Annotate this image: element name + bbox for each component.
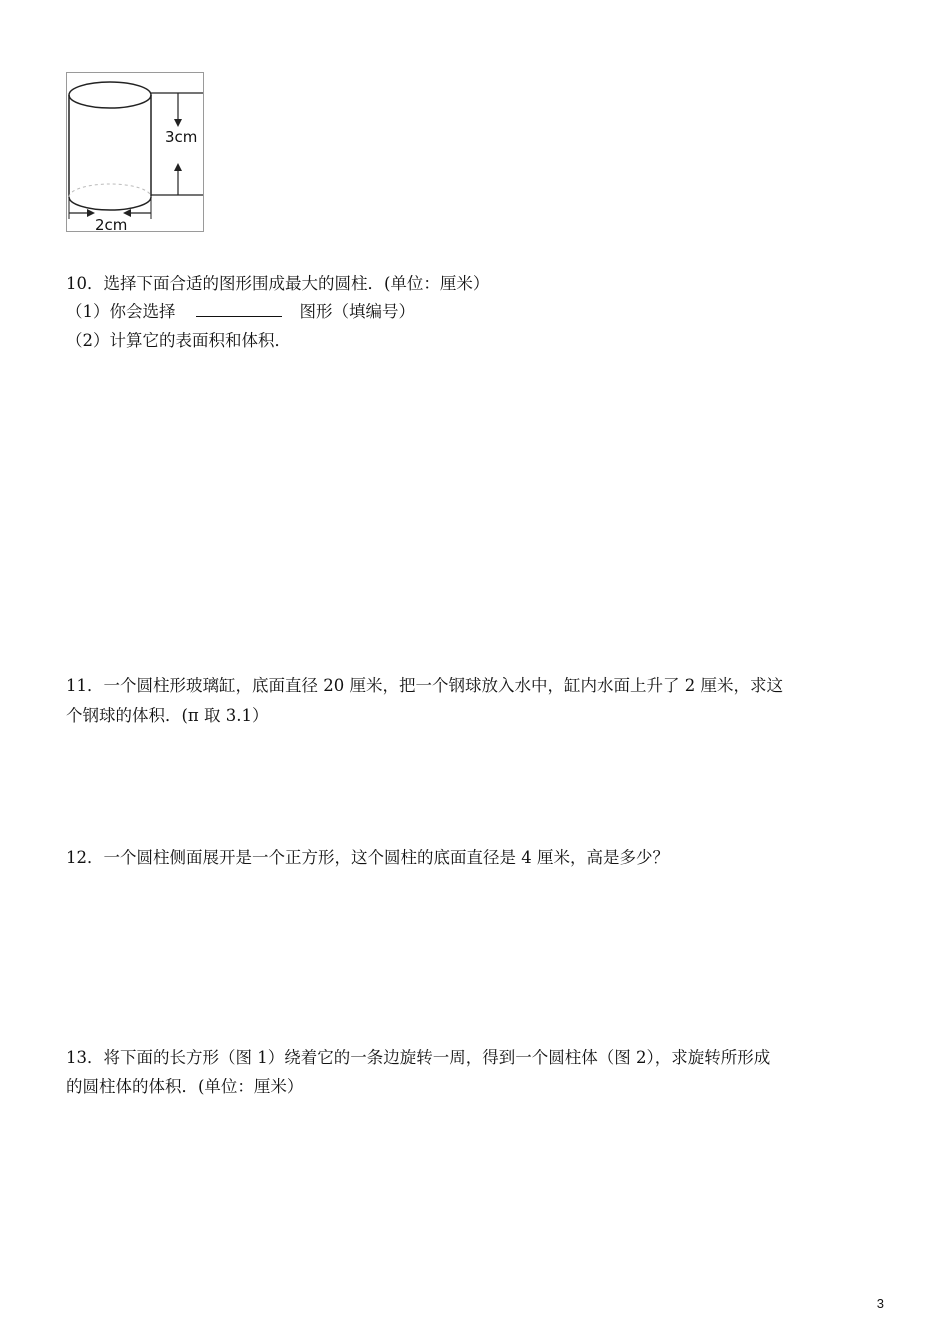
height-arrow-down-head bbox=[174, 119, 182, 127]
height-label: 3cm bbox=[165, 128, 198, 146]
question-12-line-1: 12．一个圆柱侧面展开是一个正方形，这个圆柱的底面直径是 4 厘米，高是多少？ bbox=[66, 848, 669, 867]
cylinder-bottom-back-arc bbox=[69, 184, 151, 197]
question-13-line-1: 13．将下面的长方形（图 1）绕着它的一条边旋转一周，得到一个圆柱体（图 2），求旋转所形成 bbox=[66, 1048, 771, 1067]
cylinder-top-ellipse bbox=[69, 82, 151, 108]
cylinder-diagram bbox=[67, 73, 203, 231]
question-10-part-1-suffix: 图形（填编号） bbox=[299, 302, 415, 321]
cylinder-bottom-front-arc bbox=[69, 197, 151, 210]
question-10-line-1: 10．选择下面合适的图形围成最大的圆柱．(单位：厘米） bbox=[66, 274, 490, 293]
question-11-line-2: 个钢球的体积．(π 取 3.1） bbox=[66, 706, 269, 725]
answer-blank[interactable] bbox=[196, 298, 282, 317]
question-10-line-3: （2）计算它的表面积和体积． bbox=[66, 331, 291, 350]
question-13-line-2: 的圆柱体的体积．(单位：厘米） bbox=[66, 1077, 304, 1096]
question-10-part-1-prefix: （1）你会选择 bbox=[66, 302, 176, 321]
diameter-arrow-right-head bbox=[87, 209, 95, 217]
diameter-label: 2cm bbox=[95, 216, 128, 231]
question-11-line-1: 11．一个圆柱形玻璃缸，底面直径 20 厘米，把一个钢球放入水中，缸内水面上升了 2 厘米，求这 bbox=[66, 676, 783, 695]
question-10-line-2 bbox=[66, 298, 415, 326]
page-number: 3 bbox=[876, 1296, 884, 1311]
cylinder-figure bbox=[66, 72, 204, 232]
height-arrow-up-head bbox=[174, 163, 182, 171]
